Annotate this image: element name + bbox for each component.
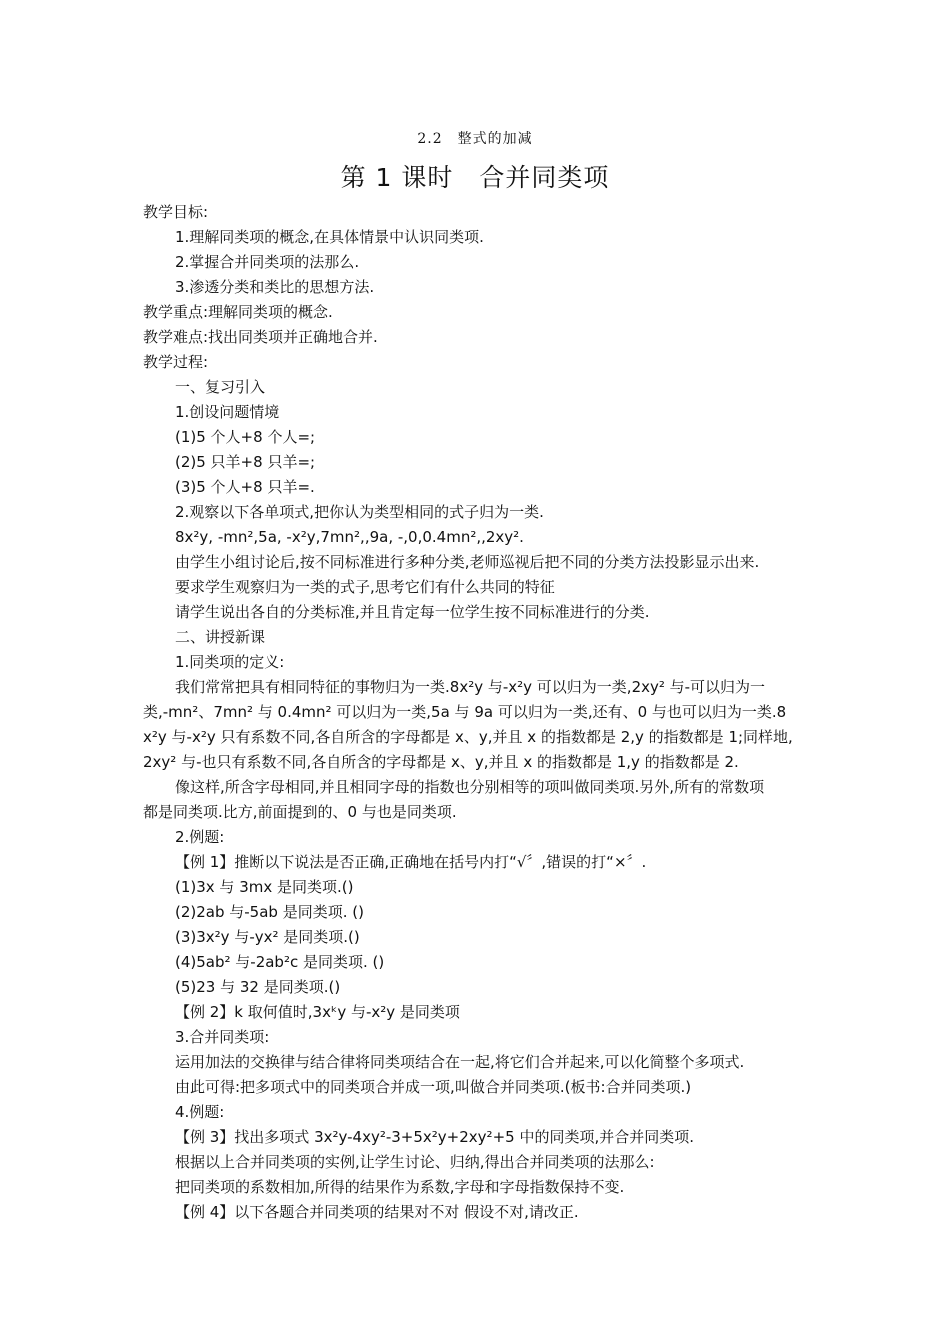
teaching-focus: 教学重点:理解同类项的概念. bbox=[143, 303, 333, 321]
text-line: 请学生说出各自的分类标准,并且肯定每一位学生按不同标准进行的分类. bbox=[175, 603, 650, 621]
combine-rule: 把同类项的系数相加,所得的结果作为系数,字母和字母指数保持不变. bbox=[175, 1178, 625, 1196]
definition-heading: 1.同类项的定义: bbox=[175, 653, 285, 671]
document-body bbox=[143, 200, 811, 1225]
page-title: 第 1 课时 合并同类项 bbox=[340, 163, 610, 192]
text-line: (3)5 个人+8 只羊=. bbox=[175, 478, 315, 496]
teaching-goals-heading: 教学目标: bbox=[143, 203, 209, 221]
examples-heading: 2.例题: bbox=[175, 828, 225, 846]
text-line: 由此可得:把多项式中的同类项合并成一项,叫做合并同类项.(板书:合并同类项.) bbox=[175, 1078, 692, 1096]
section-heading: 2.2 整式的加减 bbox=[417, 131, 533, 147]
example-1-item: (4)5ab² 与-2ab²c 是同类项. () bbox=[175, 953, 385, 971]
teaching-process-heading: 教学过程: bbox=[143, 353, 209, 371]
example-2: 【例 2】k 取何值时,3xᵏy 与-x²y 是同类项 bbox=[175, 1003, 460, 1021]
example-4: 【例 4】以下各题合并同类项的结果对不对 假设不对,请改正. bbox=[175, 1203, 579, 1221]
example-1-item: (2)2ab 与-5ab 是同类项. () bbox=[175, 903, 364, 921]
example-1-item: (5)23 与 32 是同类项.() bbox=[175, 978, 341, 996]
example-1-item: (1)3x 与 3mx 是同类项.() bbox=[175, 878, 354, 896]
text-line: x²y 与-x²y 只有系数不同,各自所含的字母都是 x、y,并且 x 的指数都是 2,y 的指数都是 1;同样地, bbox=[143, 728, 793, 746]
teaching-difficulty: 教学难点:找出同类项并正确地合并. bbox=[143, 328, 378, 346]
text-line: 运用加法的交换律与结合律将同类项结合在一起,将它们合并起来,可以化简整个多项式. bbox=[175, 1053, 745, 1071]
text-line: 都是同类项.比方,前面提到的、0 与也是同类项. bbox=[143, 803, 457, 821]
text-line: (2)5 只羊+8 只羊=; bbox=[175, 453, 316, 471]
part-2-heading: 二、讲授新课 bbox=[175, 628, 266, 646]
text-line: 我们常常把具有相同特征的事物归为一类.8x²y 与-x²y 可以归为一类,2xy² 与-可以归为一 bbox=[175, 678, 766, 696]
definition-paragraph bbox=[143, 675, 811, 775]
text-line: 要求学生观察归为一类的式子,思考它们有什么共同的特征 bbox=[175, 578, 555, 596]
text-line: (1)5 个人+8 个人=; bbox=[175, 428, 316, 446]
text-line: 1.创设问题情境 bbox=[175, 403, 280, 421]
text-line: 2.观察以下各单项式,把你认为类型相同的式子归为一类. bbox=[175, 503, 544, 521]
goal-3: 3.渗透分类和类比的思想方法. bbox=[175, 278, 375, 296]
combine-heading: 3.合并同类项: bbox=[175, 1028, 270, 1046]
text-line: 类,-mn²、7mn² 与 0.4mn² 可以归为一类,5a 与 9a 可以归为一类,还有、0 与也可以归为一类.8 bbox=[143, 703, 787, 721]
example-3: 【例 3】找出多项式 3x²y-4xy²-3+5x²y+2xy²+5 中的同类项,并合并同类项. bbox=[175, 1128, 694, 1146]
part-1-heading: 一、复习引入 bbox=[175, 378, 266, 396]
example-1: 【例 1】推断以下说法是否正确,正确地在括号内打“√〞,错误的打“×〞. bbox=[175, 853, 647, 871]
example-1-item: (3)3x²y 与-yx² 是同类项.() bbox=[175, 928, 360, 946]
goal-1: 1.理解同类项的概念,在具体情景中认识同类项. bbox=[175, 228, 484, 246]
text-line: 像这样,所含字母相同,并且相同字母的指数也分别相等的项叫做同类项.另外,所有的常数项 bbox=[175, 778, 765, 796]
text-line: 根据以上合并同类项的实例,让学生讨论、归纳,得出合并同类项的法那么: bbox=[175, 1153, 655, 1171]
examples-heading-2: 4.例题: bbox=[175, 1103, 225, 1121]
goal-2: 2.掌握合并同类项的法那么. bbox=[175, 253, 360, 271]
monomial-list: 8x²y, -mn²,5a, -x²y,7mn²,,9a, -,0,0.4mn²,,2xy². bbox=[175, 528, 524, 546]
text-line: 2xy² 与-也只有系数不同,各自所含的字母都是 x、y,并且 x 的指数都是 1,y 的指数都是 2. bbox=[143, 753, 739, 771]
definition-summary bbox=[143, 775, 811, 825]
text-line: 由学生小组讨论后,按不同标准进行多种分类,老师巡视后把不同的分类方法投影显示出来. bbox=[175, 553, 760, 571]
